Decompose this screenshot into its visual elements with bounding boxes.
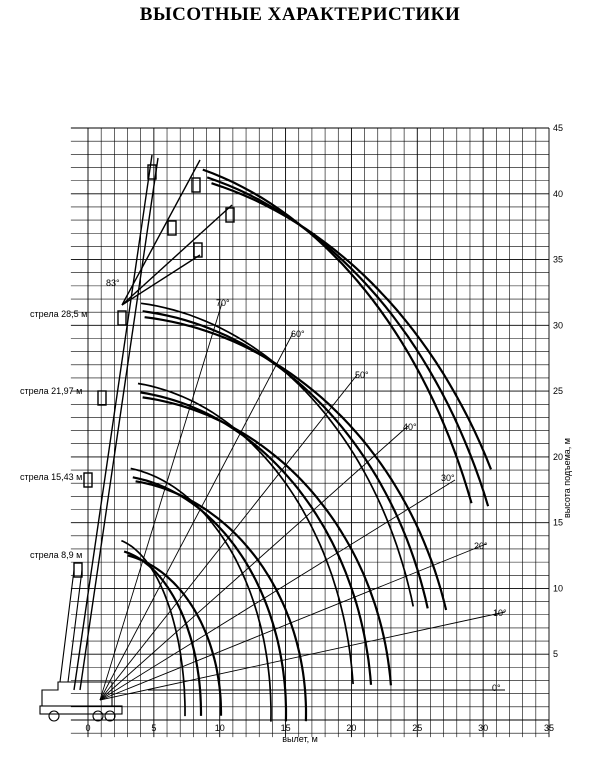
hook-path-curve	[136, 481, 306, 721]
angle-label-70: 70°	[216, 298, 230, 308]
boom-head	[98, 391, 106, 405]
angle-rays	[100, 303, 505, 700]
boom-label-8-9: стрела 8,9 м	[30, 550, 83, 560]
y-tick-label: 10	[553, 583, 564, 594]
boom-base	[60, 570, 74, 682]
y-tick-label: 30	[553, 320, 564, 331]
y-axis-label: высота подъема, м	[562, 438, 572, 518]
angle-ray	[100, 612, 505, 700]
wheel	[49, 711, 59, 721]
y-tick-label: 20	[553, 451, 564, 462]
wheel	[93, 711, 103, 721]
boom-head	[74, 563, 82, 577]
angle-label-0: 0°	[492, 683, 501, 693]
hook-path-curve	[145, 317, 447, 610]
truck-frame	[40, 706, 122, 714]
x-tick-label: 5	[151, 723, 157, 733]
x-tick-label: 15	[280, 723, 291, 733]
y-tick-label: 40	[553, 188, 564, 199]
y-tick-label: 25	[553, 386, 564, 397]
wheel	[105, 711, 115, 721]
x-axis-label: вылет, м	[282, 734, 318, 744]
hook-path-curve	[138, 384, 353, 685]
boom-head	[168, 221, 176, 235]
boom-label-21-97: стрела 21,97 м	[20, 386, 83, 396]
y-tick-label: 15	[553, 517, 564, 528]
boom-head	[194, 243, 202, 257]
hook-path-curve	[203, 170, 472, 504]
y-tick-labels	[553, 123, 563, 659]
hook-path-curve	[141, 303, 413, 606]
boom-label-28-5: стрела 28,5 м	[30, 309, 88, 319]
y-tick-label: 35	[553, 254, 564, 265]
hook-path-curve	[128, 555, 221, 715]
boom-line	[80, 158, 158, 690]
boom-label-15-43: стрела 15,43 м	[20, 472, 83, 482]
angle-label-50: 50°	[355, 370, 369, 380]
boom-line	[74, 155, 152, 690]
angle-ray	[100, 544, 486, 700]
boom-head	[118, 311, 126, 325]
x-tick-label: 30	[478, 723, 489, 733]
boom-base	[68, 570, 82, 682]
jib-line	[122, 160, 200, 305]
angle-ray	[100, 480, 455, 700]
y-tick-label: 45	[553, 123, 564, 133]
hook-path-curves	[121, 170, 491, 722]
x-tick-labels	[85, 723, 554, 733]
x-tick-label: 20	[346, 723, 357, 733]
y-tick-label: 5	[553, 649, 559, 660]
angle-label-10: 10°	[493, 608, 507, 618]
angle-label-83: 83°	[106, 278, 120, 288]
angle-label-60: 60°	[291, 329, 305, 339]
x-tick-label: 0	[85, 723, 91, 733]
angle-label-40: 40°	[403, 422, 417, 432]
angle-ray	[100, 303, 222, 700]
angle-label-30: 30°	[441, 473, 455, 483]
angle-label-20: 20°	[474, 541, 488, 551]
chart-title: ВЫСОТНЫЕ ХАРАКТЕРИСТИКИ	[139, 4, 461, 25]
x-tick-label: 10	[214, 723, 225, 733]
x-tick-label: 25	[412, 723, 423, 733]
hook-path-curve	[124, 552, 201, 716]
x-tick-label: 35	[543, 723, 555, 733]
